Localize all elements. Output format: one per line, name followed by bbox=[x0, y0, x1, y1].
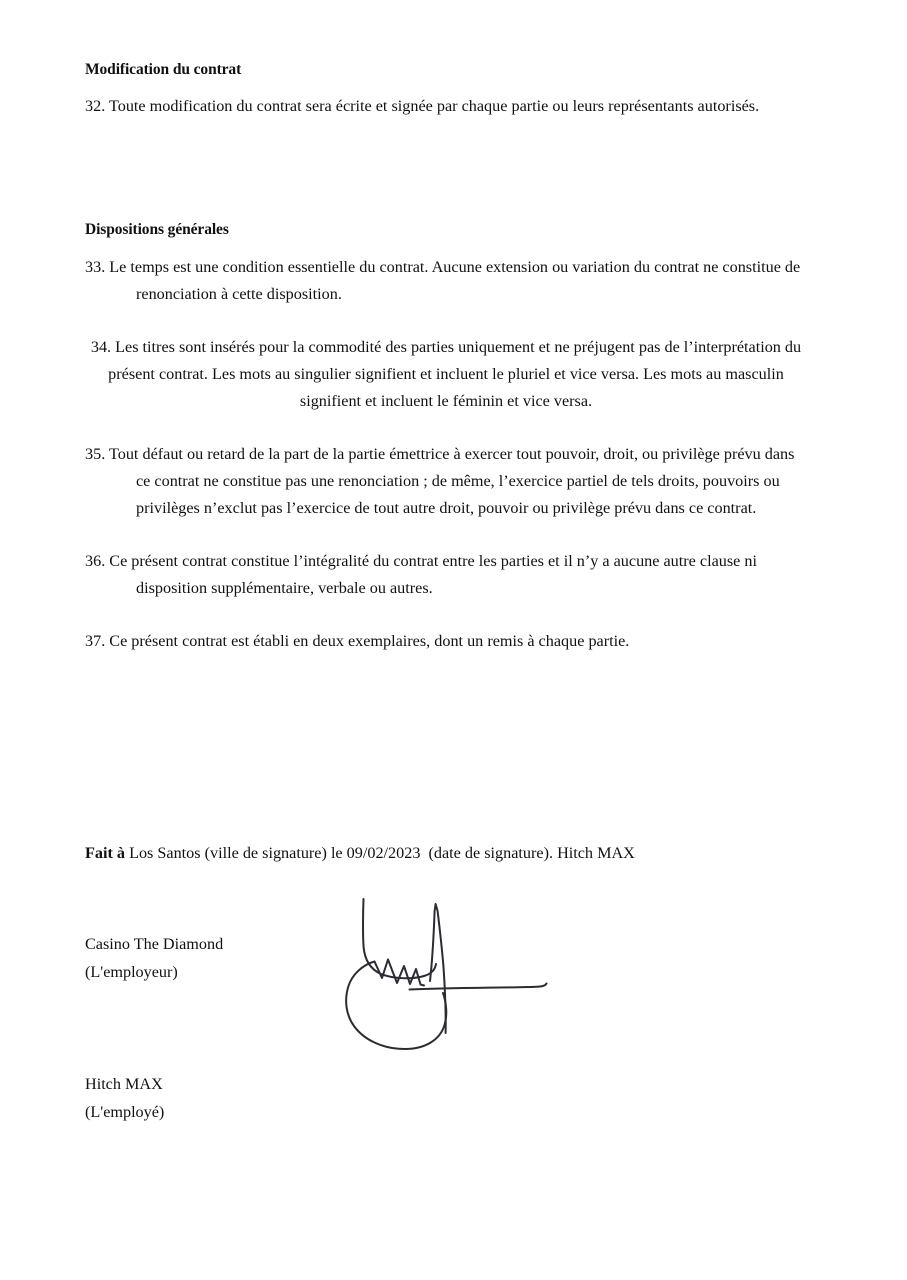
employee-name: Hitch MAX bbox=[85, 1075, 163, 1093]
signer-name: Hitch MAX bbox=[557, 844, 635, 862]
employer-signature-block bbox=[85, 930, 223, 986]
employee-role: (L'employé) bbox=[85, 1103, 165, 1121]
clause-34: 34. Les titres sont insérés pour la commodité des parties uniquement et ne préjugent pas de l’interprétation du présent contrat. Les mots au singulier signifient et incluent le pluriel et vice versa. Les mots au masculin signifient et incluent le féminin et vice versa. bbox=[90, 337, 802, 410]
signature-city: Los Santos bbox=[129, 844, 201, 862]
spacer bbox=[85, 79, 807, 93]
spacer bbox=[85, 180, 807, 220]
employee-signature-block bbox=[85, 1070, 164, 1126]
spacer bbox=[85, 522, 807, 548]
spacer bbox=[85, 120, 807, 180]
signature-date-note: (date de signature). bbox=[428, 844, 554, 862]
clause-37: 37. Ce présent contrat est établi en deux exemplaires, dont un remis à chaque partie. bbox=[85, 631, 630, 650]
fait-a-label: Fait à bbox=[85, 844, 126, 862]
handwritten-signature-icon bbox=[330, 885, 570, 1060]
date-preposition: le bbox=[330, 844, 343, 862]
top-spacer bbox=[85, 0, 807, 60]
employer-role: (L'employeur) bbox=[85, 963, 178, 981]
section-heading-dispositions: Dispositions générales bbox=[85, 221, 229, 239]
signature-date: 09/02/2023 bbox=[346, 844, 421, 862]
spacer bbox=[85, 602, 807, 628]
spacer bbox=[85, 415, 807, 441]
document-body bbox=[85, 0, 807, 655]
clause-36: 36. Ce présent contrat constitue l’intégralité du contrat entre les parties et il n’y a aucune autre clause ni disposition supplémentaire, verbale ou autres. bbox=[85, 551, 757, 597]
employer-name: Casino The Diamond bbox=[85, 935, 224, 953]
handwritten-signature-svg bbox=[330, 885, 570, 1060]
clause-32: 32. Toute modification du contrat sera écrite et signée par chaque partie ou leurs représentants autorisés. bbox=[85, 97, 760, 116]
signature-city-note: (ville de signature) bbox=[204, 844, 327, 862]
spacer bbox=[85, 240, 807, 254]
section-heading-modification: Modification du contrat bbox=[85, 61, 242, 78]
clause-33: 33. Le temps est une condition essentielle du contrat. Aucune extension ou variation du contrat ne constitue de renonciation à cette disposition. bbox=[85, 257, 801, 303]
spacer bbox=[85, 308, 807, 334]
clause-35: 35. Tout défaut ou retard de la part de la partie émettrice à exercer tout pouvoir, droit, ou privilège prévu dans ce contrat ne constitue pas une renonciation ; de même, l’exercice partiel de tels droits, pouvoirs ou privilèges n’exclut pas l’exercice de tout autre droit, pouvoir ou privilège prévu dans ce contrat. bbox=[85, 444, 795, 517]
fait-a-line bbox=[85, 840, 635, 867]
